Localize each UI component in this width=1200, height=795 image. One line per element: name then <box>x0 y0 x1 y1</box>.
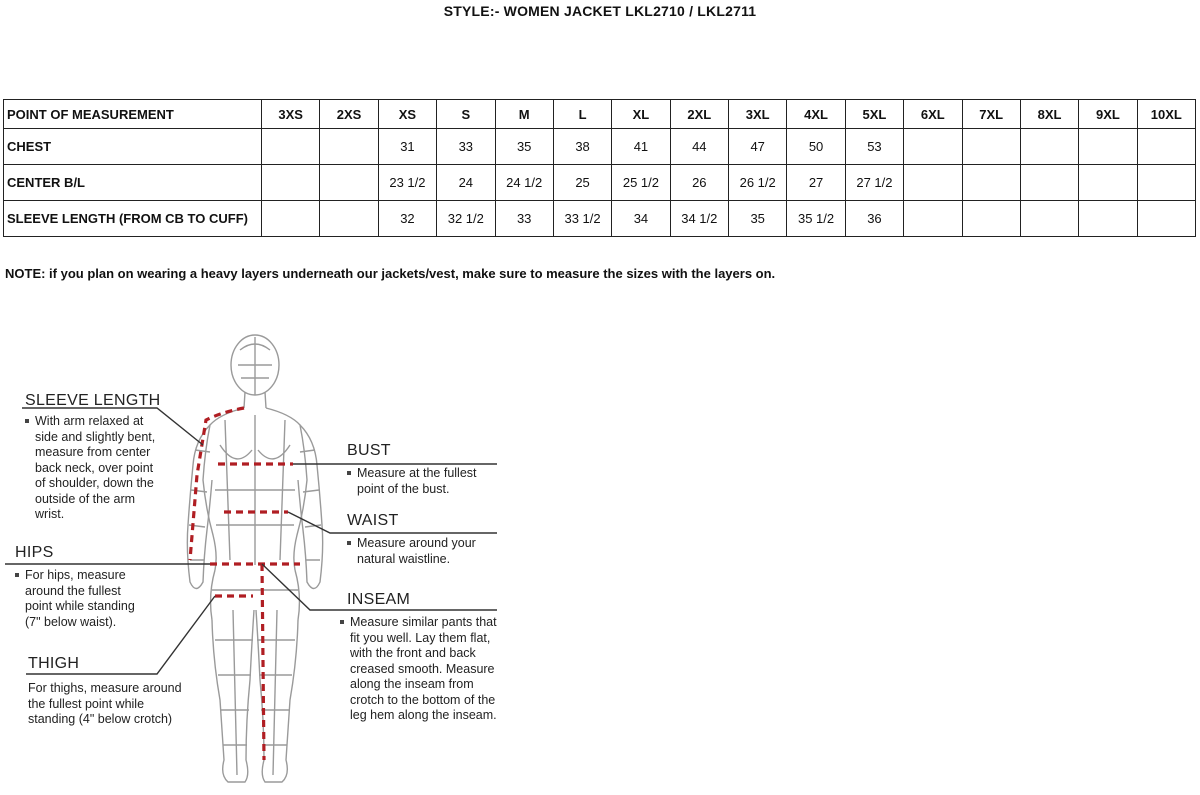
bust-desc: Measure at the fullest point of the bust. <box>347 466 492 497</box>
measurement-value-cell: 25 1/2 <box>612 165 670 201</box>
measurement-value-cell <box>1020 129 1078 165</box>
measurement-value-cell: 50 <box>787 129 845 165</box>
thigh-callout <box>28 655 188 728</box>
sleeve-length-callout <box>25 392 175 523</box>
size-header-cell: 7XL <box>962 100 1020 129</box>
measurement-value-cell <box>262 129 320 165</box>
measurement-value-cell: 26 1/2 <box>729 165 787 201</box>
table-header-row <box>4 100 1196 129</box>
measurement-value-cell: 26 <box>670 165 728 201</box>
bullet-icon <box>340 620 344 624</box>
measurement-value-cell: 34 <box>612 201 670 237</box>
size-header-cell: 2XS <box>320 100 378 129</box>
measurement-label-cell: CHEST <box>4 129 262 165</box>
hips-heading: HIPS <box>15 544 54 561</box>
measurement-value-cell: 33 1/2 <box>553 201 611 237</box>
measurement-value-cell: 38 <box>553 129 611 165</box>
measurement-value-cell: 44 <box>670 129 728 165</box>
measurement-value-cell: 34 1/2 <box>670 201 728 237</box>
measurement-value-cell <box>320 129 378 165</box>
thigh-heading: THIGH <box>28 655 80 672</box>
size-header-cell: 10XL <box>1137 100 1195 129</box>
size-header-cell: L <box>553 100 611 129</box>
bullet-icon <box>347 471 351 475</box>
inseam-callout <box>340 591 510 724</box>
measurement-value-cell <box>1079 201 1137 237</box>
size-header-cell: 5XL <box>845 100 903 129</box>
size-header-cell: 3XL <box>729 100 787 129</box>
bust-heading: BUST <box>347 442 391 459</box>
measurement-value-cell: 53 <box>845 129 903 165</box>
measurement-value-cell <box>320 165 378 201</box>
measurement-value-cell <box>320 201 378 237</box>
measurement-value-cell: 41 <box>612 129 670 165</box>
measurement-value-cell: 31 <box>378 129 436 165</box>
measurement-value-cell <box>262 165 320 201</box>
measurement-label-cell: SLEEVE LENGTH (FROM CB TO CUFF) <box>4 201 262 237</box>
size-header-cell: 8XL <box>1020 100 1078 129</box>
measurement-value-cell: 27 <box>787 165 845 201</box>
measurement-value-cell <box>1020 201 1078 237</box>
measurement-value-cell <box>962 165 1020 201</box>
measurement-value-cell: 32 <box>378 201 436 237</box>
thigh-desc: For thighs, measure around the fullest point while standing (4" below crotch) <box>28 681 182 726</box>
measurement-value-cell <box>1137 201 1195 237</box>
size-header-cell: 2XL <box>670 100 728 129</box>
size-header-cell: 4XL <box>787 100 845 129</box>
measurement-value-cell <box>904 165 962 201</box>
measurement-value-cell: 32 1/2 <box>437 201 495 237</box>
size-header-cell: 3XS <box>262 100 320 129</box>
table-row <box>4 165 1196 201</box>
size-header-cell: 6XL <box>904 100 962 129</box>
measurement-value-cell: 23 1/2 <box>378 165 436 201</box>
measurement-value-cell <box>1137 129 1195 165</box>
measurement-value-cell: 35 1/2 <box>787 201 845 237</box>
size-header-cell: XL <box>612 100 670 129</box>
measurement-value-cell: 36 <box>845 201 903 237</box>
measurement-guide <box>0 320 560 795</box>
hips-desc: For hips, measure around the fullest point while standing (7" below waist). <box>15 568 150 630</box>
measurement-value-cell: 27 1/2 <box>845 165 903 201</box>
measurement-value-cell: 33 <box>437 129 495 165</box>
hips-callout <box>15 544 165 630</box>
bullet-icon <box>347 541 351 545</box>
table-row <box>4 201 1196 237</box>
measurement-value-cell: 33 <box>495 201 553 237</box>
measurement-value-cell <box>262 201 320 237</box>
style-title: STYLE:- WOMEN JACKET LKL2710 / LKL2711 <box>443 3 757 19</box>
table-row <box>4 129 1196 165</box>
size-header-cell: XS <box>378 100 436 129</box>
inseam-desc: Measure similar pants that fit you well. Lay them flat, with the front and back creased smooth. Measure along the inseam from crotch to the bottom of the leg hem along the inseam. <box>340 615 508 724</box>
bust-callout <box>347 442 497 497</box>
inseam-heading: INSEAM <box>347 591 411 608</box>
measurement-value-cell <box>904 201 962 237</box>
header-label-cell: POINT OF MEASUREMENT <box>4 100 262 129</box>
measurement-value-cell: 35 <box>495 129 553 165</box>
waist-heading: WAIST <box>347 512 399 529</box>
measurement-value-cell <box>1079 129 1137 165</box>
size-header-cell: 9XL <box>1079 100 1137 129</box>
body-outline <box>187 335 322 782</box>
waist-desc: Measure around your natural waistline. <box>347 536 492 567</box>
bullet-icon <box>15 573 19 577</box>
sleeve-length-desc: With arm relaxed at side and slightly bent, measure from center back neck, over point of shoulder, down the outside of the arm wrist. <box>25 414 160 523</box>
size-chart-table <box>3 99 1196 237</box>
measurement-value-cell <box>1020 165 1078 201</box>
waist-callout <box>347 512 497 567</box>
bullet-icon <box>25 419 29 423</box>
measurement-label-cell: CENTER B/L <box>4 165 262 201</box>
measurement-value-cell: 24 1/2 <box>495 165 553 201</box>
measurement-value-cell <box>962 129 1020 165</box>
measurement-value-cell <box>1079 165 1137 201</box>
measurement-value-cell <box>1137 165 1195 201</box>
sleeve-length-heading: SLEEVE LENGTH <box>25 392 161 409</box>
measurement-value-cell: 35 <box>729 201 787 237</box>
measurement-value-cell <box>962 201 1020 237</box>
measurement-value-cell: 25 <box>553 165 611 201</box>
measurement-value-cell <box>904 129 962 165</box>
measurement-value-cell: 47 <box>729 129 787 165</box>
layering-note: NOTE: if you plan on wearing a heavy layers underneath our jackets/vest, make sure to measure the sizes with the layers on. <box>5 266 776 281</box>
size-header-cell: M <box>495 100 553 129</box>
size-header-cell: S <box>437 100 495 129</box>
measurement-value-cell: 24 <box>437 165 495 201</box>
